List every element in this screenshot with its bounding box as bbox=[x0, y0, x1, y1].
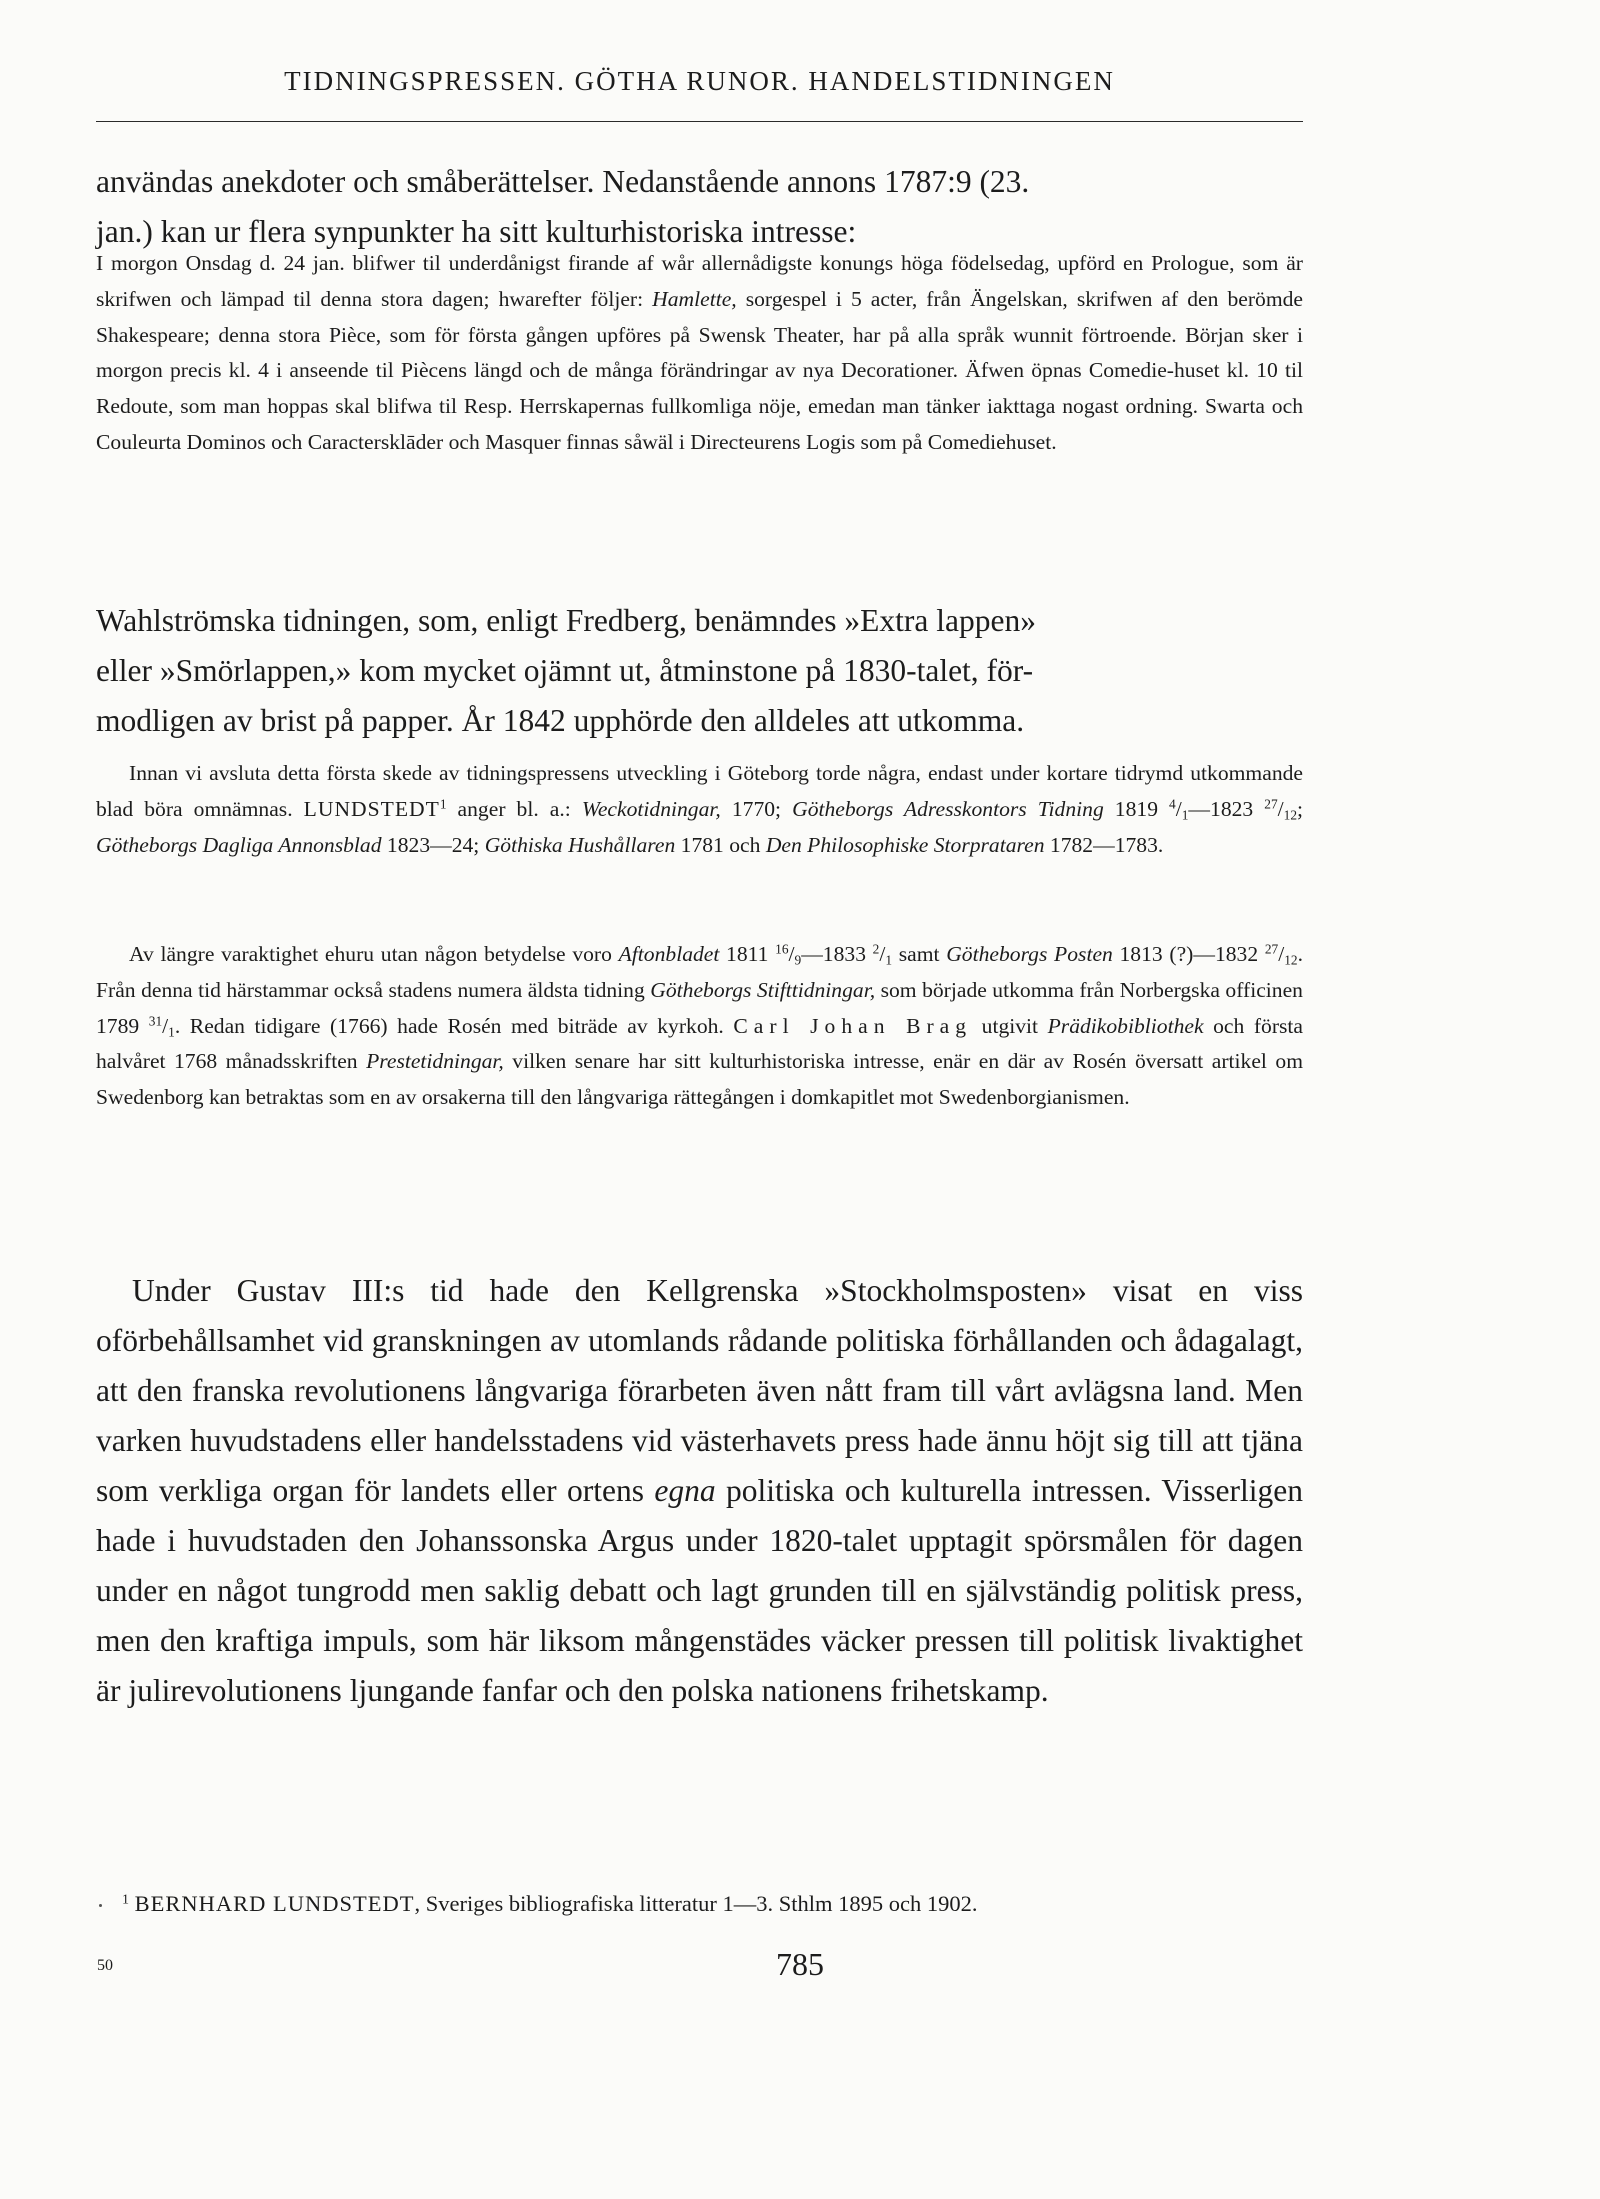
longer-text: samt bbox=[892, 942, 947, 966]
title-storprataren: Den Philosophiske Storprataren bbox=[765, 832, 1045, 857]
wahlstrom-line-1: Wahlströmska tidningen, som, enligt Fredberg, benämndes »Extra lappen» bbox=[96, 603, 1036, 638]
title-prestetidningar: Prestetidningar, bbox=[366, 1049, 504, 1074]
list-text: 1782—1783. bbox=[1044, 832, 1164, 857]
title-weckotidningar: Weckotidningar, bbox=[581, 796, 721, 821]
wahlstrom-paragraph bbox=[96, 596, 1303, 746]
title-hushallaren: Göthiska Hushållaren bbox=[484, 832, 676, 857]
title-aftonbladet: Aftonbladet bbox=[618, 942, 720, 966]
longer-text: 1813 (?)—1832 bbox=[1112, 942, 1265, 966]
longer-text: . Redan tidigare (1766) hade Rosén med biträde av kyrkoh. bbox=[174, 1013, 734, 1038]
header-rule bbox=[96, 121, 1303, 122]
short-lived-papers-paragraph: Innan vi avsluta detta första skede av tidningspressens utveckling i Göteborg torde några, endast under kortare tidrymd utkommande blad böra omnämnas. LUNDSTEDT$^1$ anger bl. a.: Weckotidningar, 1770; Götheborgs Adresskontors Tidning 1819 $^4/_1—1823$ $^{27}/_{12}$; Götheborgs Dagliga Annonsblad 1823—24; Göthiska Hushållaren 1781 och Den Philosophiske Storprataren 1782—1783. bbox=[96, 761, 1304, 857]
gustav-paragraph bbox=[96, 1266, 1303, 1716]
wahlstrom-line-2: eller »Smörlappen,» kom mycket ojämnt ut, åtminstone på 1830-talet, för- bbox=[96, 653, 1034, 688]
footnote-text: , Sveriges bibliografiska litteratur 1—3. Sthlm 1895 och 1902. bbox=[414, 1891, 978, 1916]
longer-text: . Från denna tid härstammar också stadens numera äldsta tidning bbox=[96, 942, 1303, 1002]
longer-text: vilken senare har sitt kulturhistoriska intresse, enär en där av Rosén översatt artikel om Swedenborg kan betraktas som en av orsakerna till den långvariga rättegången i domkapitlet mot Swedenborgianismen. bbox=[96, 1049, 1303, 1110]
longer-lived-papers-paragraph: Av längre varaktighet ehuru utan någon betydelse voro Aftonbladet 1811 $^{16}/_9—1833$ $^2/_1$ samt Götheborgs Posten 1813 (?)—1832 $^{27}/_{12}$. Från denna tid härstammar också stadens numera äldsta tidning Götheborgs Stifttidningar, som började utkomma från Norbergska officinen 1789 $^{31}/_1$. Redan tidigare (1766) hade Rosén med biträde av kyrkoh. Carl Johan Brag utgivit Prädikobibliothek och första halvåret 1768 månadsskriften Prestetidningar, vilken senare har sitt kulturhistoriska intresse, enär en där av Rosén översatt artikel om Swedenborg kan betraktas som en av orsakerna till den långvariga rättegången i domkapitlet mot Swedenborgianismen. bbox=[96, 941, 1304, 1110]
footnote-number: 1 bbox=[122, 1892, 129, 1908]
title-gotheborgs-posten: Götheborgs Posten bbox=[946, 942, 1113, 966]
date-fraction-num: 31 bbox=[148, 1013, 163, 1029]
intro-paragraph bbox=[96, 157, 1303, 257]
list-text: 1781 och bbox=[675, 832, 766, 857]
title-adresskontors-tidning: Götheborgs Adresskontors Tidning bbox=[792, 796, 1104, 821]
advert-text-2: sorgespel i 5 acter, från Ängelskan, skrifwen af den berömde Shakespeare; denna stora Pièce, som för första gången upföres på Swensk Theater, har på alla språk wunnit förtroende. Början sker i morgon precis kl. 4 i anseende til Piècens längd och de många förändringar av nya Decorationer. Äfwen öpnas Comedie-huset kl. 10 til Redoute, som man hoppas skal blifwa til Resp. Herrskapernas fullkomliga nöje, emedan man tänker iakttaga nogast ordning. Swarta och Couleurta Dominos och Caractersklāder och Masquer finnas såwäl i Directeurens Logis som på Comediehuset. bbox=[96, 286, 1303, 454]
intro-line-1: användas anekdoter och småberättelser. Nedanstående annons 1787:9 (23. bbox=[96, 164, 1030, 199]
list-text: anger bl. a.: bbox=[446, 796, 582, 821]
date-fraction-den: 1 bbox=[1181, 807, 1189, 823]
footnote-marker-dot bbox=[99, 1904, 102, 1907]
longer-text: utgivit bbox=[972, 1013, 1048, 1038]
footnote-reference: 1 bbox=[439, 796, 447, 812]
list-text: 1819 bbox=[1103, 796, 1170, 821]
title-stifttidningar: Götheborgs Stifttidningar, bbox=[650, 977, 876, 1002]
list-text: 1770; bbox=[720, 796, 793, 821]
date-fraction-den: 9 bbox=[794, 952, 802, 968]
title-dagliga-annonsblad: Götheborgs Dagliga Annonsblad bbox=[96, 832, 382, 857]
author-lundstedt: LUNDSTEDT bbox=[303, 796, 440, 821]
gustav-text: politiska och kulturella intressen. Visserligen hade i huvudstaden den Johanssonska Argus under 1820-talet upptagit spörsmålen för dagen under en något tungrodd men saklig debatt och lagt grunden till en självständig politisk press, men den kraftiga impuls, som här liksom mångenstädes väcker pressen till politisk livaktighet är julirevolutionens ljungande fanfar och den polska nationens frihetskamp. bbox=[96, 1473, 1303, 1708]
longer-text: —1833 bbox=[801, 942, 873, 966]
date-fraction-num: 27 bbox=[1264, 941, 1279, 957]
date-fraction-den: 12 bbox=[1283, 807, 1298, 823]
date-fraction-num: 4 bbox=[1169, 796, 1176, 812]
list-text: Innan vi avsluta detta första skede av tidningspressens utveckling i Göteborg torde några, endast under kortare tidrymd utkommande blad böra omnämnas. bbox=[96, 761, 1303, 821]
list-text: ; bbox=[1297, 796, 1304, 821]
name-carl-johan-brag: Carl Johan Brag bbox=[733, 1013, 973, 1038]
footnote bbox=[122, 1886, 1292, 1922]
longer-text: 1811 bbox=[719, 942, 776, 966]
list-text: 1823—24; bbox=[381, 832, 485, 857]
date-fraction-den: 12 bbox=[1284, 952, 1298, 968]
page-number: 785 bbox=[776, 1946, 824, 1982]
running-title: TIDNINGSPRESSEN. GÖTHA RUNOR. HANDELSTIDNINGEN bbox=[284, 66, 1115, 96]
date-fraction-den: 1 bbox=[168, 1023, 175, 1039]
quoted-advertisement bbox=[96, 246, 1303, 461]
advert-text-1: I morgon Onsdag d. 24 jan. blifwer til underdånigst firande af wår allernådigste konungs höga födelsedag, upförd en Prologue, som är skrifwen och lämpad til denna stora dagen; hwarefter följer: bbox=[96, 251, 1303, 311]
printer-signature: 50 bbox=[97, 1957, 113, 1974]
intro-line-2: jan.) kan ur flera synpunkter ha sitt kulturhistoriska intresse: bbox=[96, 214, 857, 249]
date-fraction-num: 27 bbox=[1264, 796, 1278, 812]
longer-text: Av längre varaktighet ehuru utan någon betydelse voro bbox=[129, 942, 619, 966]
title-pradikobibliothek: Prädikobibliothek bbox=[1047, 1013, 1204, 1038]
title-hamlette: Hamlette, bbox=[652, 286, 737, 311]
footnote-author: BERNHARD LUNDSTEDT bbox=[134, 1891, 415, 1916]
list-text: —1823 bbox=[1188, 796, 1265, 821]
emphasis-egna: egna bbox=[654, 1473, 716, 1508]
wahlstrom-line-3: modligen av brist på papper. År 1842 upphörde den alldeles att utkomma. bbox=[96, 703, 1025, 738]
date-fraction-den: 1 bbox=[885, 952, 893, 968]
longer-text: och första halvåret 1768 månadsskriften bbox=[96, 1013, 1304, 1074]
date-fraction-num: 16 bbox=[775, 941, 789, 957]
longer-text: som började utkomma från Norbergska officinen 1789 bbox=[96, 977, 1303, 1038]
gustav-text: Under Gustav III:s tid hade den Kellgrenska »Stockholmsposten» visat en viss oförbehållsamhet vid granskningen av utomlands rådande politiska förhållanden och ådagalagt, att den franska revolutionens långvariga förarbeten även nått fram till vårt avlägsna land. Men varken huvudstadens eller handelsstadens vid västerhavets press hade ännu höjt sig till att tjäna som verkliga organ för landets eller ortens bbox=[96, 1273, 1303, 1508]
date-fraction-num: 2 bbox=[872, 941, 880, 957]
